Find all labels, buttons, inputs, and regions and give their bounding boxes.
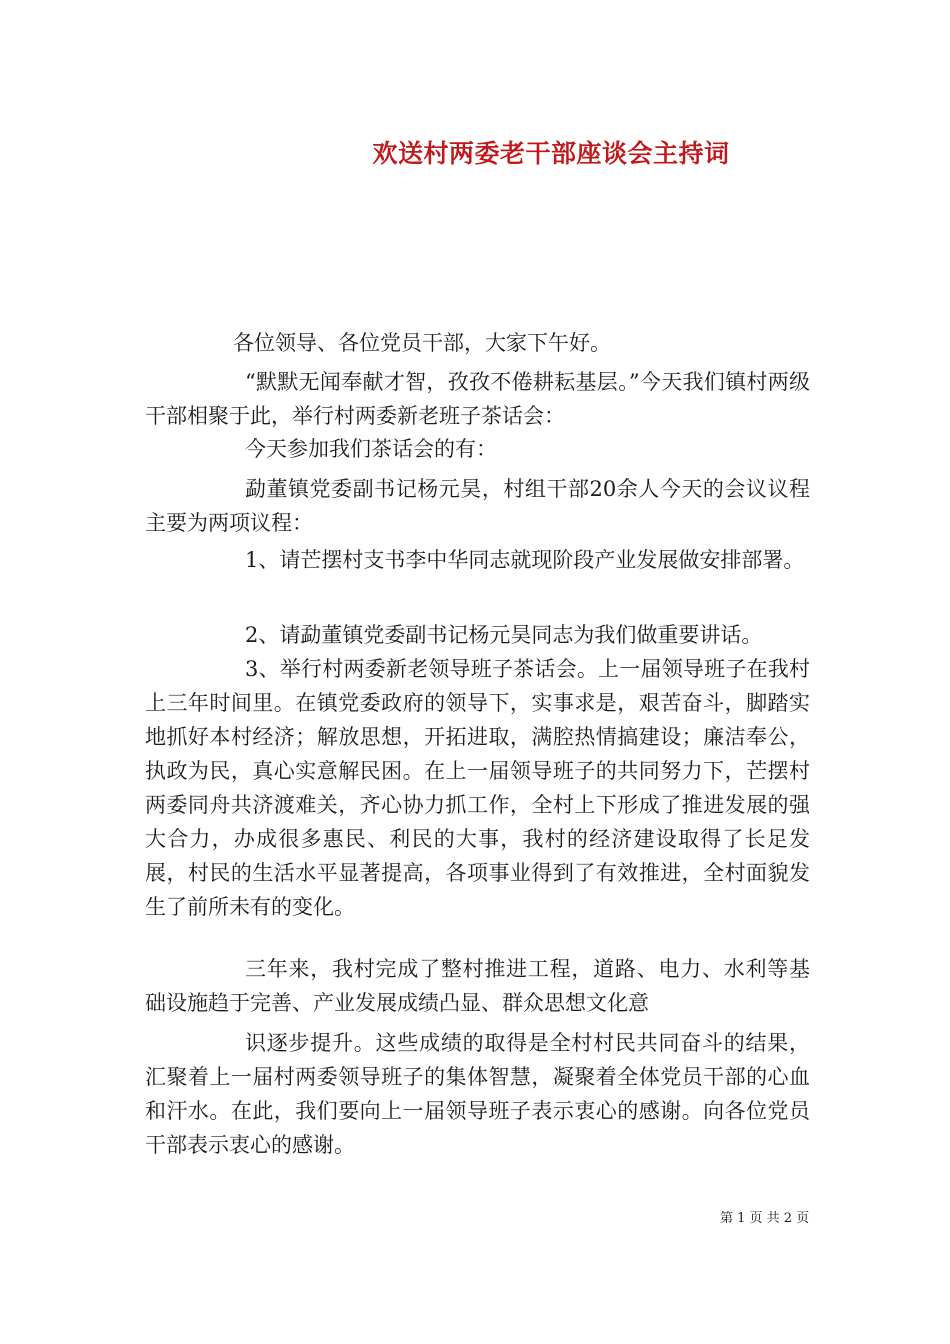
paragraph-thanks: 识逐步提升。这些成绩的取得是全村村民共同奋斗的结果，汇聚着上一届村两委领导班子的集体智慧，凝聚着全体党员干部的心血和汗水。在此，我们要向上一届领导班子表示衷心的感谢。向各位党员干部表示衷心的感谢。 (145, 1031, 810, 1157)
paragraph-attendees-intro: 今天参加我们茶话会的有： (245, 437, 497, 461)
paragraph-greeting: 各位领导、各位党员干部，大家下午好。 (233, 331, 611, 355)
paragraph-achievements: 三年来，我村完成了整村推进工程，道路、电力、水利等基础设施趋于完善、产业发展成绩凸显、群众思想文化意 (145, 957, 810, 1015)
paragraph-opening: “默默无闻奉献才智，孜孜不倦耕耘基层。”今天我们镇村两级干部相聚于此，举行村两委新老班子茶话会： (145, 370, 810, 428)
page-number: 第 1 页 共 2 页 (720, 1211, 810, 1226)
paragraph-agenda-2: 2、请勐董镇党委副书记杨元昊同志为我们做重要讲话。 (245, 623, 763, 647)
paragraph-agenda-3: 3、举行村两委新老领导班子茶话会。上一届领导班子在我村上三年时间里。在镇党委政府的领导下，实事求是，艰苦奋斗，脚踏实地抓好本村经济；解放思想，开拓进取，满腔热情搞建设；廉洁奉公，执政为民，真心实意解民困。在上一届领导班子的共同努力下，芒摆村两委同舟共济渡难关，齐心协力抓工作，全村上下形成了推进发展的强大合力，办成很多惠民、利民的大事，我村的经济建设取得了长足发展，村民的生活水平显著提高，各项事业得到了有效推进，全村面貌发生了前所未有的变化。 (145, 657, 810, 919)
paragraph-attendees: 勐董镇党委副书记杨元昊，村组干部20余人今天的会议议程主要为两项议程： (145, 477, 810, 535)
document-title: 欢送村两委老干部座谈会主持词 (372, 139, 730, 168)
paragraph-agenda-1: 1、请芒摆村支书李中华同志就现阶段产业发展做安排部署。 (245, 548, 805, 572)
